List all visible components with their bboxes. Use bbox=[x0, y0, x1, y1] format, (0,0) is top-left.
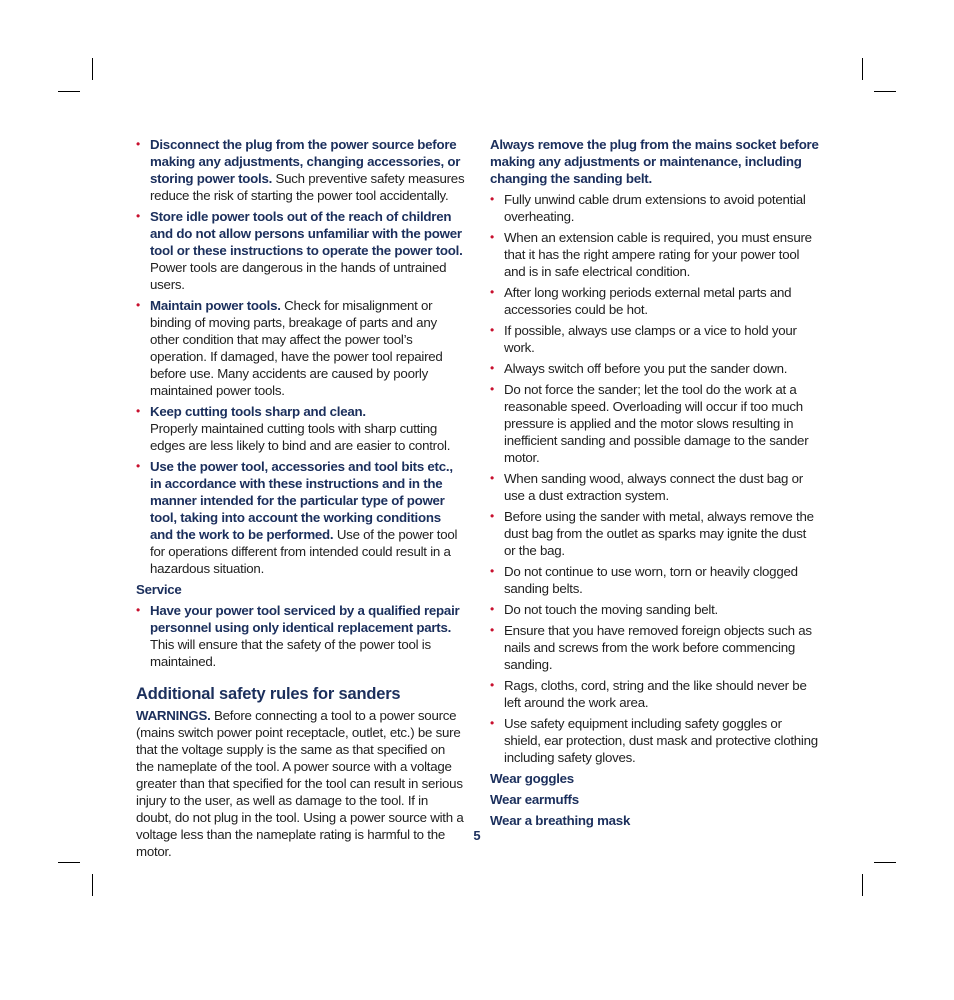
list-item: • After long working periods external metal parts and accessories could be hot. bbox=[490, 284, 820, 318]
left-column bbox=[136, 136, 466, 860]
wear-mask-label: Wear a breathing mask bbox=[490, 813, 631, 828]
list-item: • Fully unwind cable drum extensions to avoid potential overheating. bbox=[490, 191, 820, 225]
crop-mark bbox=[862, 58, 863, 80]
crop-mark bbox=[92, 874, 93, 896]
list-item: • Use the power tool, accessories and tool bits etc., in accordance with these instructions and in the manner intended for the particular type of power tool, taking into account the working conditions and the work to be performed. Use of the power tool for operations different from intended could result in a hazardous situation. bbox=[136, 458, 466, 577]
crop-mark bbox=[862, 874, 863, 896]
intro-warning: Always remove the plug from the mains socket before making any adjustments or maintenance, including changing the sanding belt. bbox=[490, 137, 819, 186]
list-item: • Do not force the sander; let the tool do the work at a reasonable speed. Overloading will occur if too much pressure is applied and the motor slows resulting in inefficient sanding and possible damage to the sander motor. bbox=[490, 381, 820, 466]
crop-mark bbox=[874, 862, 896, 863]
crop-mark bbox=[58, 862, 80, 863]
list-item: • Rags, cloths, cord, string and the like should never be left around the work area. bbox=[490, 677, 820, 711]
list-item: • Use safety equipment including safety goggles or shield, ear protection, dust mask and protective clothing including safety gloves. bbox=[490, 715, 820, 766]
wear-earmuffs-label: Wear earmuffs bbox=[490, 792, 579, 807]
wear-goggles-label: Wear goggles bbox=[490, 771, 574, 786]
list-item: • Disconnect the plug from the power source before making any adjustments, changing accessories, or storing power tools. Such preventive safety measures reduce the risk of starting the power tool accidentally. bbox=[136, 136, 466, 204]
list-item: • Maintain power tools. Check for misalignment or binding of moving parts, breakage of parts and any other condition that may affect the power tool’s operation. If damaged, have the power tool repaired before use. Many accidents are caused by poorly maintained power tools. bbox=[136, 297, 466, 399]
list-item: • When an extension cable is required, you must ensure that it has the right ampere rating for your power tool and is in safe electrical condition. bbox=[490, 229, 820, 280]
crop-mark bbox=[58, 91, 80, 92]
list-item: • Store idle power tools out of the reach of children and do not allow persons unfamiliar with the power tool or these instructions to operate the power tool. Power tools are dangerous in the hands of untrained users. bbox=[136, 208, 466, 293]
service-heading: Service bbox=[136, 582, 182, 597]
list-item: • Have your power tool serviced by a qualified repair personnel using only identical replacement parts. This will ensure that the safety of the power tool is maintained. bbox=[136, 602, 466, 670]
list-item: • Do not touch the moving sanding belt. bbox=[490, 601, 820, 618]
service-list bbox=[136, 602, 466, 670]
crop-mark bbox=[874, 91, 896, 92]
warnings-paragraph: WARNINGS. Before connecting a tool to a power source (mains switch power point receptacle, outlet, etc.) be sure that the voltage supply is the same as that specified on the nameplate of the tool. A power source with a voltage greater than that specified for the tool can result in serious injury to the user, as well as damage to the tool. If in doubt, do not plug in the tool. Using a power source with a voltage less than the nameplate rating is harmful to the motor. bbox=[136, 708, 464, 859]
list-item: • If possible, always use clamps or a vice to hold your work. bbox=[490, 322, 820, 356]
list-item: • Ensure that you have removed foreign objects such as nails and screws from the work before commencing sanding. bbox=[490, 622, 820, 673]
general-safety-list bbox=[136, 136, 466, 577]
section-title: Additional safety rules for sanders bbox=[136, 685, 401, 703]
page-number: 5 bbox=[473, 828, 481, 843]
list-item: • When sanding wood, always connect the dust bag or use a dust extraction system. bbox=[490, 470, 820, 504]
crop-mark bbox=[92, 58, 93, 80]
sander-safety-list bbox=[490, 191, 820, 766]
list-item: • Always switch off before you put the sander down. bbox=[490, 360, 820, 377]
list-item: • Keep cutting tools sharp and clean. Properly maintained cutting tools with sharp cutting edges are less likely to bind and are easier to control. bbox=[136, 403, 466, 454]
list-item: • Before using the sander with metal, always remove the dust bag from the outlet as sparks may ignite the dust or the bag. bbox=[490, 508, 820, 559]
right-column bbox=[490, 136, 820, 833]
list-item: • Do not continue to use worn, torn or heavily clogged sanding belts. bbox=[490, 563, 820, 597]
